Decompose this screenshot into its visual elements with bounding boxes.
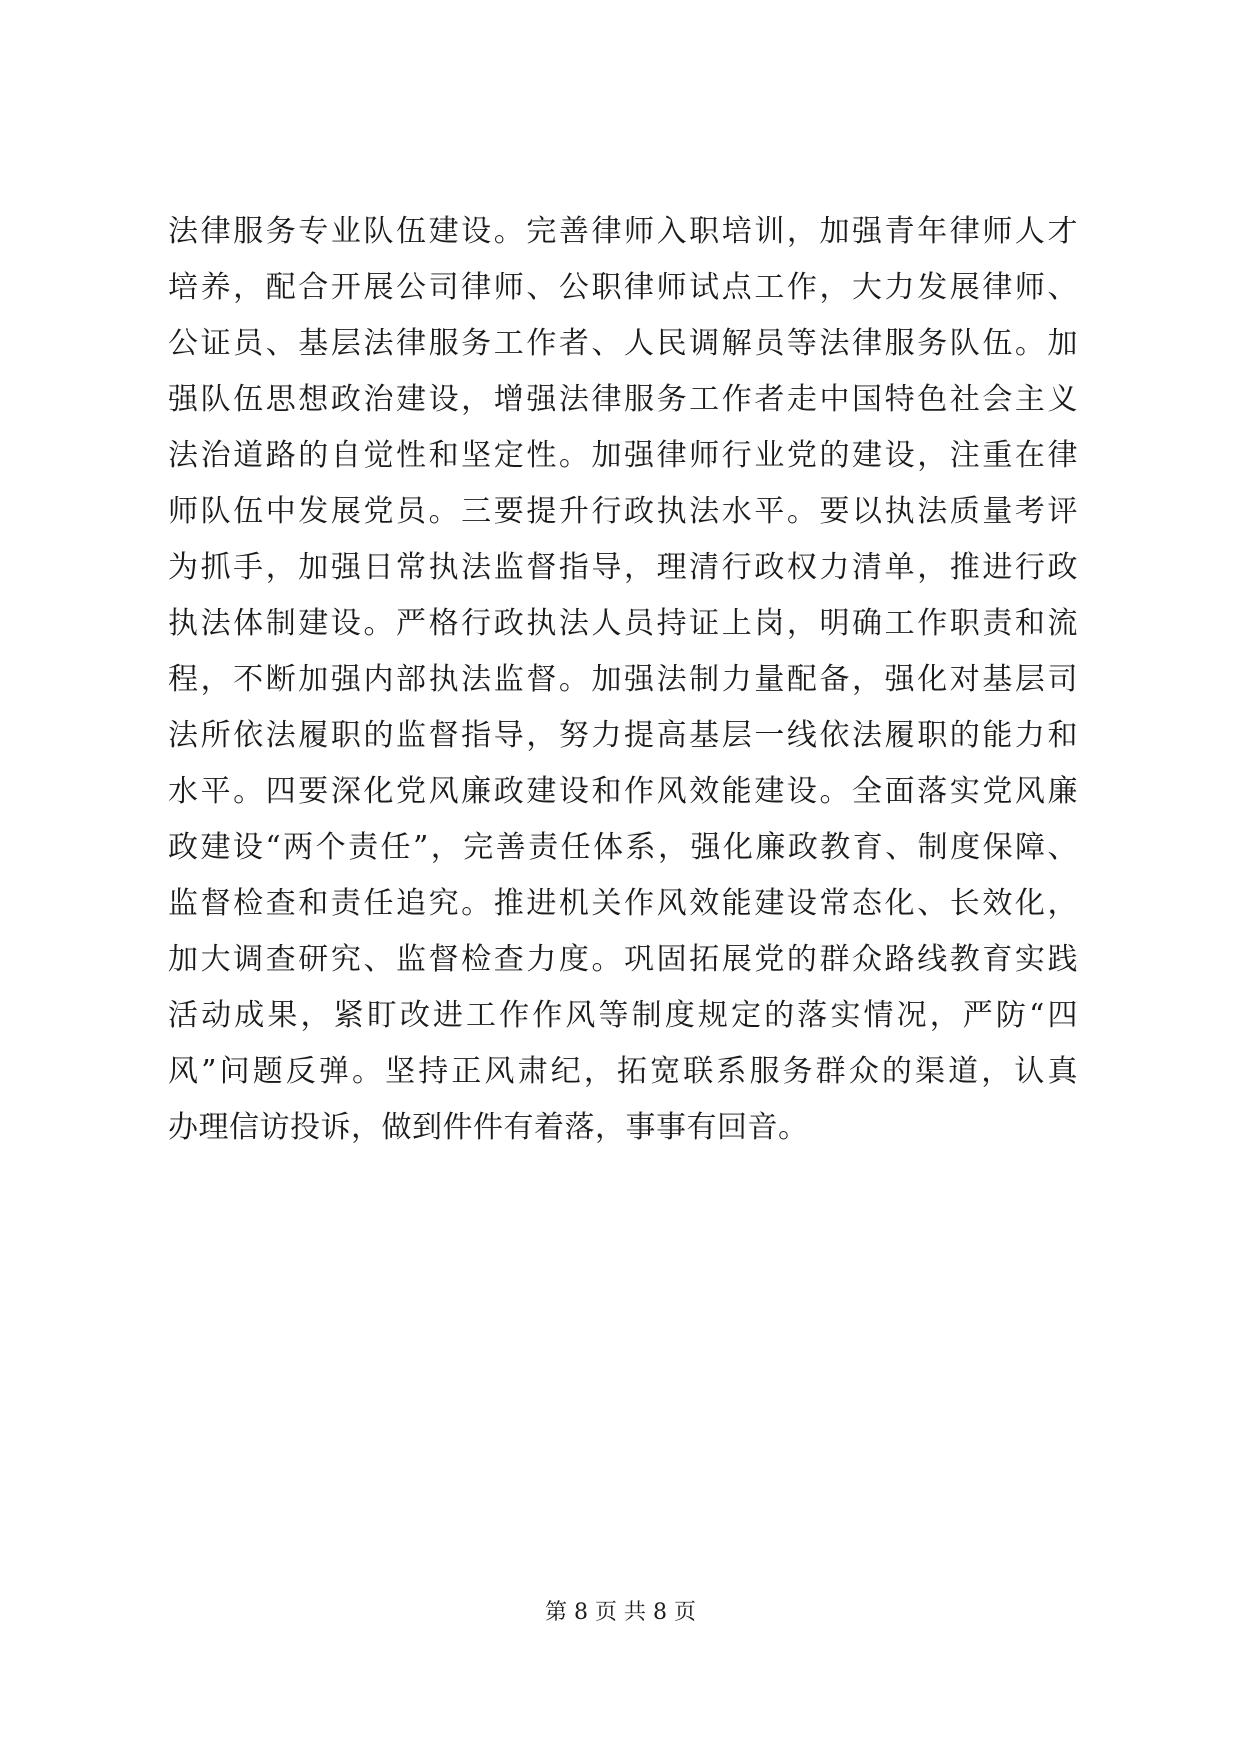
page-number-footer: 第 8 页 共 8 页 bbox=[545, 1600, 696, 1625]
text-line: 程，不断加强内部执法监督。加强法制力量配备，强化对基层司 bbox=[168, 662, 1078, 697]
text-line: 法律服务专业队伍建设。完善律师入职培训，加强青年律师人才 bbox=[168, 214, 1078, 249]
text-line: 法治道路的自觉性和坚定性。加强律师行业党的建设，注重在律 bbox=[168, 438, 1078, 473]
text-line: 执法体制建设。严格行政执法人员持证上岗，明确工作职责和流 bbox=[168, 606, 1078, 641]
text-line: 活动成果，紧盯改进工作作风等制度规定的落实情况，严防“四 bbox=[168, 998, 1078, 1033]
text-line: 公证员、基层法律服务工作者、人民调解员等法律服务队伍。加 bbox=[168, 326, 1078, 361]
text-line: 风”问题反弹。坚持正风肃纪，拓宽联系服务群众的渠道，认真 bbox=[168, 1054, 1078, 1089]
text-line: 加大调查研究、监督检查力度。巩固拓展党的群众路线教育实践 bbox=[168, 942, 1078, 977]
body-paragraph bbox=[168, 204, 1078, 1156]
text-line: 政建设“两个责任”，完善责任体系，强化廉政教育、制度保障、 bbox=[168, 830, 1078, 865]
text-line: 师队伍中发展党员。三要提升行政执法水平。要以执法质量考评 bbox=[168, 494, 1078, 529]
text-line: 培养，配合开展公司律师、公职律师试点工作，大力发展律师、 bbox=[168, 270, 1078, 305]
text-line-last: 办理信访投诉，做到件件有着落，事事有回音。 bbox=[168, 1110, 809, 1145]
text-line: 强队伍思想政治建设，增强法律服务工作者走中国特色社会主义 bbox=[168, 382, 1078, 417]
text-line: 法所依法履职的监督指导，努力提高基层一线依法履职的能力和 bbox=[168, 718, 1078, 753]
text-line: 为抓手，加强日常执法监督指导，理清行政权力清单，推进行政 bbox=[168, 550, 1078, 585]
text-line: 监督检查和责任追究。推进机关作风效能建设常态化、长效化， bbox=[168, 886, 1078, 921]
text-line: 水平。四要深化党风廉政建设和作风效能建设。全面落实党风廉 bbox=[168, 774, 1078, 809]
